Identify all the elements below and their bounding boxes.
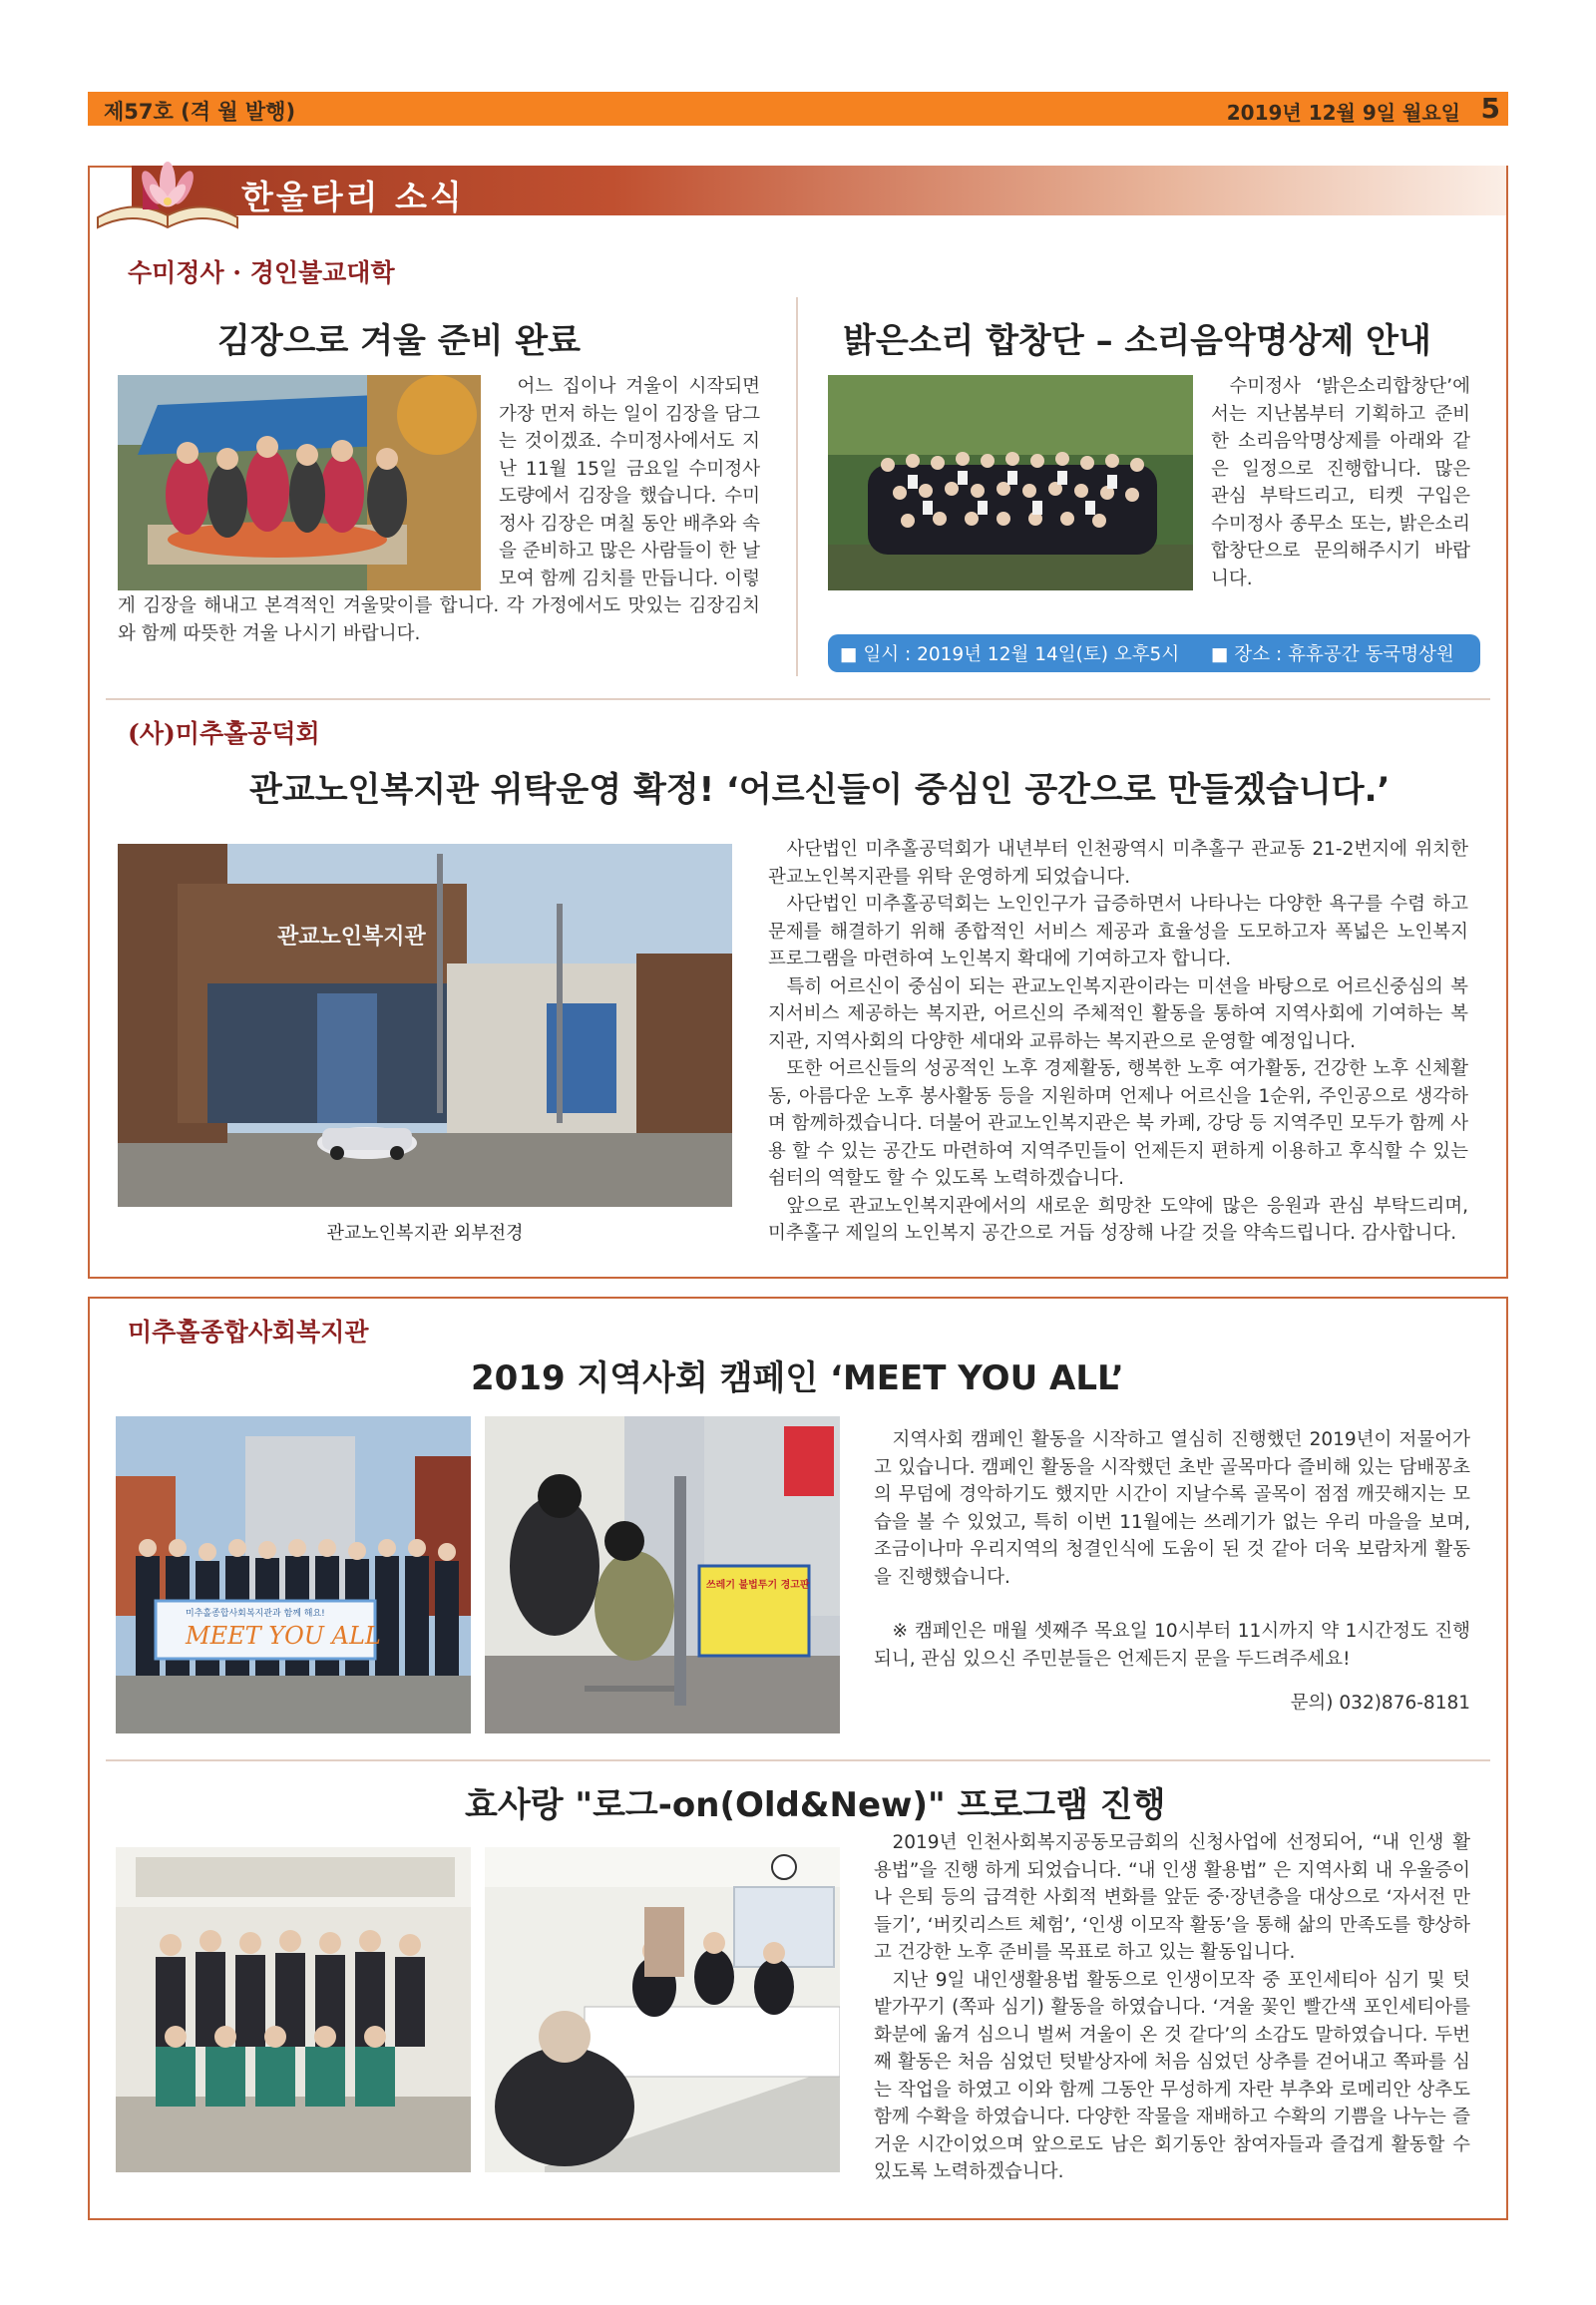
kimjang-photo-spacer (118, 373, 499, 590)
campaign-photo-group (116, 1416, 471, 1733)
campaign-photo-cleanup (485, 1416, 840, 1733)
campaign-note: ※ 캠페인은 매월 셋째주 목요일 10시부터 11시까지 약 1시간정도 진행되니, 관심 있으신 주민분들은 언제든지 문을 두드려주세요! (874, 1621, 1470, 1670)
campaign-headline: 2019 지역사회 캠페인 ‘MEET YOU ALL’ (471, 1358, 1124, 1398)
page-header-bar (88, 92, 1508, 126)
campaign-body: 지역사회 캠페인 활동을 시작하고 열심히 진행했던 2019년이 저물어가고 있습니다. 캠페인 활동을 시작했던 초반 골목마다 즐비해 있는 담배꽁초의 무덤에 경악하기도 했지만 시간이 지날수록 골목이 점점 깨끗해지는 모습을 볼 수 있었고, 특히 이번 11월에는 쓰레기가 없는 우리 마을을 보며, 조금이나마 우리지역의 청결인식에 도움이 된 것 같아 더욱 보람차게 활동을 진행했습니다. (874, 1429, 1470, 1588)
section-divider-1 (106, 698, 1490, 700)
kimjang-headline: 김장으로 겨울 준비 완료 (217, 321, 581, 361)
hyosarang-photo-class (485, 1847, 840, 2172)
choir-headline: 밝은소리 합창단 – 소리음악명상제 안내 (843, 321, 1431, 361)
bokjigwan-photo-caption: 관교노인복지관 외부전경 (326, 1223, 524, 1244)
building-sign: 관교노인복지관 (277, 925, 426, 950)
kimjang-text (118, 373, 760, 647)
bokjigwan-para-2: 사단법인 미추홀공덕회는 노인인구가 급증하면서 나타나는 다양한 욕구를 수렴 하고 문제를 해결하기 위해 종합적인 서비스 제공과 효율성을 도모하고자 폭넓은 노인복지 프로그램을 마련하여 노인복지 확대에 기여하고자 합니다. (768, 894, 1468, 969)
org-title-sumi: 수미정사 · 경인불교대학 (128, 258, 395, 287)
choir-info-place: ■ 장소 : 휴휴공간 동국명상원 (1210, 644, 1454, 665)
section-divider-2 (106, 1759, 1490, 1761)
kimjang-body: 어느 집이나 겨울이 시작되면 가장 먼저 하는 일이 김장을 담그는 것이겠죠. 수미정사에서도 지난 11월 15일 금요일 수미정사 도량에서 김장을 했습니다. 수미정사 김장은 며칠 동안 배추와 속을 준비하고 많은 사람들이 한 날 모여 함께 김치를 만듭니다. 이렇게 김장을 해내고 본격적인 겨울맞이를 합니다. 각 가정에서도 맛있는 김장김치와 함께 따뜻한 겨울 나시기 바랍니다. (118, 376, 760, 644)
hyosarang-headline: 효사랑 "로그-on(Old&New)" 프로그램 진행 (465, 1785, 1166, 1825)
hyosarang-para-2: 지난 9일 내인생활용법 활동으로 인생이모작 중 포인세티아 심기 및 텃밭가꾸기 (쪽파 심기) 활동을 하였습니다. ‘겨울 꽃인 빨간색 포인세티아를 화분에 옮겨 심으니 벌써 겨울이 온 것 같다’의 소감도 말하였습니다. 두번째 활동은 처음 심었던 텃밭상자에 처음 심었던 상추를 걷어내고 쪽파를 심는 작업을 하였고 이와 함께 그동안 무성하게 자란 부추와 로메리안 상추도 함께 수확을 하였습니다. 다양한 작물을 재배하고 수확의 기쁨을 나누는 즐거운 시간이었으며 앞으로도 남은 회기동안 참여자들과 즐겁게 활동할 수 있도록 노력하겠습니다. (874, 1969, 1470, 2182)
bokjigwan-para-5: 앞으로 관교노인복지관에서의 새로운 희망찬 도약에 많은 응원과 관심 부탁드리며, 미추홀구 제일의 노인복지 공간으로 거듭 성장해 나갈 것을 약속드립니다. 감사합니다. (768, 1195, 1468, 1244)
choir-text (828, 373, 1470, 592)
bokjigwan-para-4: 또한 어르신들의 성공적인 노후 경제활동, 행복한 노후 여가활동, 건강한 노후 신체활동, 아름다운 노후 봉사활동 등을 지원하며 언제나 어르신을 1순위, 주인공으로 생각하며 함께하겠습니다. 더불어 관교노인복지관은 북 카페, 강당 등 지역주민 모두가 함께 사용 할 수 있는 공간도 마련하여 지역주민들이 언제든지 편하게 이용하고 후식할 수 있는 쉼터의 역할도 할 수 있도록 노력하겠습니다. (768, 1058, 1468, 1189)
hyosarang-para-1: 2019년 인천사회복지공동모금회의 신청사업에 선정되어, “내 인생 활용법”을 진행 하게 되었습니다. “내 인생 활용법” 은 지역사회 내 우울증이나 은퇴 등의 급격한 사회적 변화를 앞둔 중·장년층을 대상으로 ‘자서전 만들기’, ‘버킷리스트 체험’, ‘인생 이모작 활동’을 통해 삶의 만족도를 향상하고 건강한 노후 준비를 목표로 하고 있는 활동입니다. (874, 1832, 1470, 1963)
campaign-text (874, 1426, 1470, 1718)
choir-info-bar (828, 634, 1480, 672)
hyosarang-text (874, 1829, 1470, 2186)
campaign-banner-sub: 미추홀종합사회복지관과 함께 해요! (186, 1609, 325, 1619)
campaign-contact: 문의) 032)876-8181 (1290, 1693, 1470, 1714)
section-banner (132, 166, 1506, 215)
warning-sign-text: 쓰레기 불법투기 경고판 (706, 1580, 810, 1591)
org-title-michuhol: (사)미추홀공덕회 (128, 719, 320, 748)
bokjigwan-text (768, 836, 1468, 1248)
bokjigwan-headline: 관교노인복지관 위탁운영 확정! ‘어르신들이 중심인 공간으로 만들겠습니다.’ (249, 770, 1391, 810)
lotus-book-icon (88, 158, 247, 237)
date-label: 2019년 12월 9일 월요일 (1226, 101, 1460, 125)
bokjigwan-photo (118, 844, 732, 1207)
issue-label: 제57호 (격 월 발행) (104, 100, 296, 124)
choir-body: 수미정사 ‘밝은소리합창단’에서는 지난봄부터 기획하고 준비한 소리음악명상제를 아래와 같은 일정으로 진행합니다. 많은 관심 부탁드리고, 티켓 구입은 수미정사 종무소 또는, 밝은소리합창단으로 문의해주시기 바랍니다. (1211, 376, 1470, 589)
column-divider (796, 297, 798, 676)
campaign-banner-text: MEET YOU ALL (186, 1622, 381, 1650)
org-title-welfare-center: 미추홀종합사회복지관 (128, 1318, 369, 1346)
choir-info-date: ■ 일시 : 2019년 12월 14일(토) 오후5시 (840, 644, 1180, 665)
bokjigwan-para-3: 특히 어르신이 중심이 되는 관교노인복지관이라는 미션을 바탕으로 어르신중심의 복지서비스 제공하는 복지관, 어르신의 주체적인 활동을 통하여 지역사회에 기여하는 복지관, 지역사회의 다양한 세대와 교류하는 복지관으로 운영할 예정입니다. (768, 975, 1468, 1052)
choir-photo-spacer (828, 373, 1211, 590)
hyosarang-photo-group (116, 1847, 471, 2172)
bokjigwan-para-1: 사단법인 미추홀공덕회가 내년부터 인천광역시 미추홀구 관교동 21-2번지에 위치한 관교노인복지관를 위탁 운영하게 되었습니다. (768, 839, 1468, 888)
page-number: 5 (1480, 92, 1500, 125)
banner-title: 한울타리 소식 (241, 178, 465, 216)
